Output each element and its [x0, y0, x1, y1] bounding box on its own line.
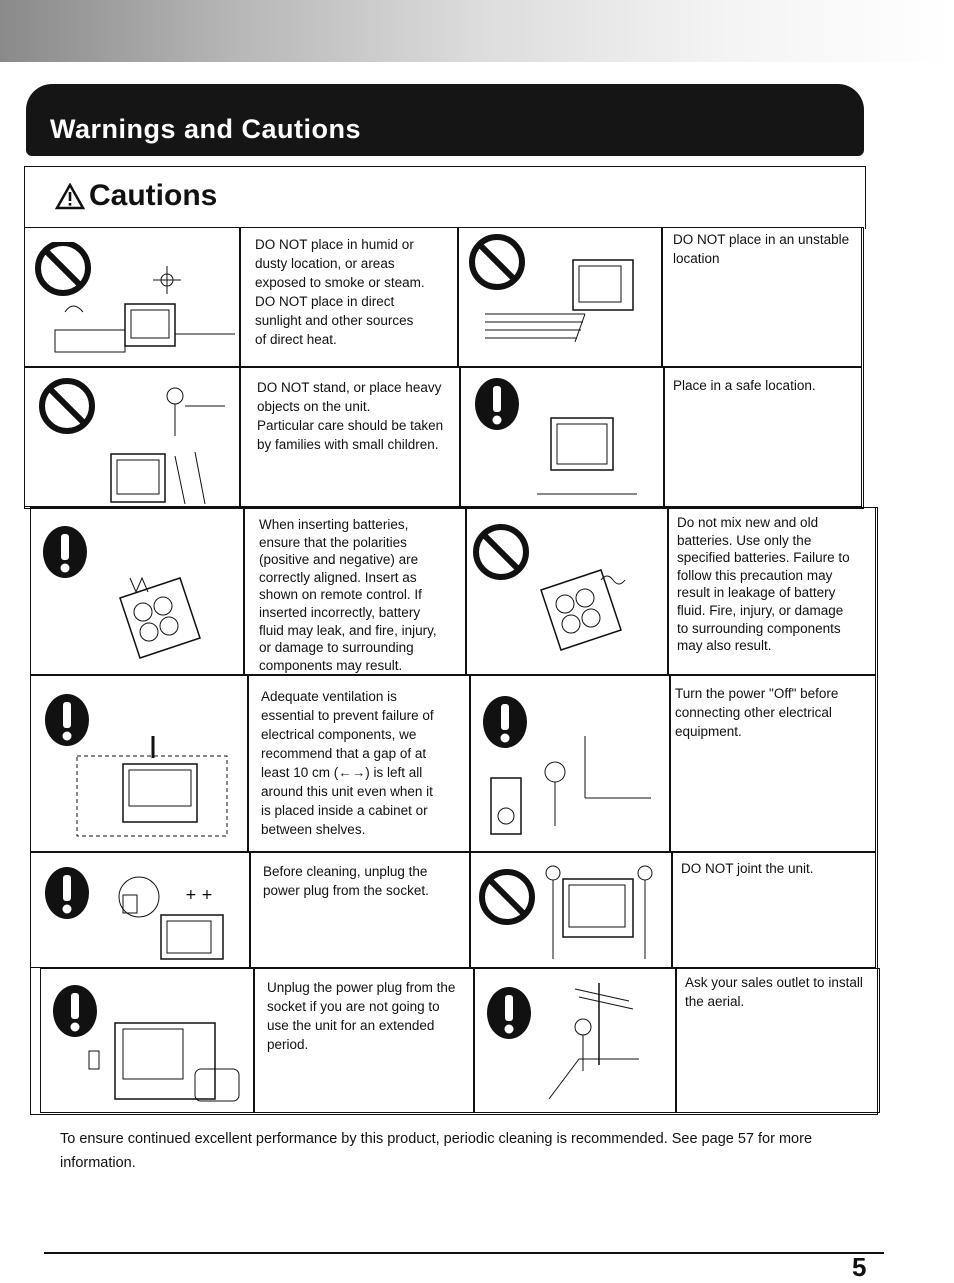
caution-text-cell — [668, 507, 876, 675]
caution-text-cell — [662, 227, 862, 367]
caution-text: Unplug the power plug from the socket if you are not going to use the unit for an extended period. — [267, 980, 456, 1052]
remote-batteries-illustration — [35, 518, 241, 668]
illustration-cell — [470, 852, 672, 968]
caution-text: Place in a safe location. — [673, 378, 816, 393]
caution-text-cell — [240, 367, 460, 507]
cautions-title: Cautions — [89, 179, 218, 212]
warning-triangle-icon — [55, 183, 85, 210]
caution-text-cell — [248, 675, 470, 852]
caution-text: Before cleaning, unplug the power plug from the socket. — [263, 864, 429, 898]
caution-text: When inserting batteries, ensure that the polarities (positive and negative) are correctly aligned. Insert as shown on remote control. If inserted incorrectly, battery fluid may leak, and fire, injury, or damage to surrounding components may result. — [259, 517, 437, 673]
footer-rule — [44, 1252, 884, 1254]
illustration-cell — [458, 227, 662, 367]
caution-text: Ask your sales outlet to install the aerial. — [685, 975, 863, 1009]
illustration-cell — [474, 968, 676, 1113]
caution-text-cell — [676, 968, 880, 1113]
caution-text: Turn the power "Off" before connecting other electrical equipment. — [675, 686, 839, 739]
illustration-cell — [470, 675, 670, 852]
aerial-install-illustration — [479, 975, 675, 1110]
illustration-cell — [30, 507, 244, 675]
illustration-cell — [24, 227, 240, 367]
power-off-illustration — [475, 686, 671, 846]
section-header-bar — [26, 84, 864, 156]
caution-text: DO NOT joint the unit. — [681, 861, 814, 876]
svg-text:+ +: + + — [185, 887, 213, 903]
caution-text-cell — [244, 507, 466, 675]
extended-unplug-illustration — [45, 975, 251, 1110]
illustration-cell — [30, 675, 248, 852]
mixed-batteries-illustration — [471, 520, 667, 670]
caution-text-cell — [240, 227, 458, 367]
caution-text: DO NOT place in an unstable location — [673, 232, 850, 266]
kitchen-tv-illustration — [35, 242, 235, 357]
caution-text-cell — [672, 852, 876, 968]
child-on-ladder-illustration — [35, 376, 235, 504]
cautions-title-frame — [24, 166, 866, 229]
unstable-table-illustration — [465, 234, 661, 359]
caution-text-cell — [250, 852, 470, 968]
scan-shading-band — [0, 0, 954, 62]
joint-unit-illustration — [475, 859, 671, 965]
page-number: 5 — [852, 1252, 867, 1282]
ventilation-gap-illustration — [37, 686, 243, 846]
cleaning-note: To ensure continued excellent performance by this product, periodic cleaning is recommended. See page 57 for more information. — [60, 1131, 813, 1171]
illustration-cell — [30, 852, 250, 968]
illustration-cell — [40, 968, 254, 1113]
unplug-cleaning-illustration — [37, 859, 247, 965]
caution-text: DO NOT stand, or place heavy objects on the unit. Particular care should be taken by families with small children. — [257, 380, 444, 452]
illustration-cell — [24, 367, 240, 507]
caution-text: DO NOT place in humid or dusty location, or areas exposed to smoke or steam. DO NOT place in direct sunlight and other sources of direct heat. — [255, 237, 425, 347]
safe-location-illustration — [467, 374, 663, 502]
illustration-cell — [466, 507, 668, 675]
illustration-cell — [460, 367, 664, 507]
caution-text-cell — [664, 367, 862, 507]
caution-text: Do not mix new and old batteries. Use only the specified batteries. Failure to follow this precaution may result in leakage of battery fluid. Fire, injury, or damage to surrounding components may also result. — [677, 515, 850, 654]
cautions-heading — [55, 179, 217, 213]
page-title: Warnings and Cautions — [50, 114, 362, 144]
caution-text: Adequate ventilation is essential to prevent failure of electrical components, we recommend that a gap of at least 10 cm (←→) is left all around this unit even when it is placed inside a cabinet or between shelves. — [261, 689, 434, 837]
caution-text-cell — [670, 675, 876, 852]
caution-text-cell — [254, 968, 474, 1113]
